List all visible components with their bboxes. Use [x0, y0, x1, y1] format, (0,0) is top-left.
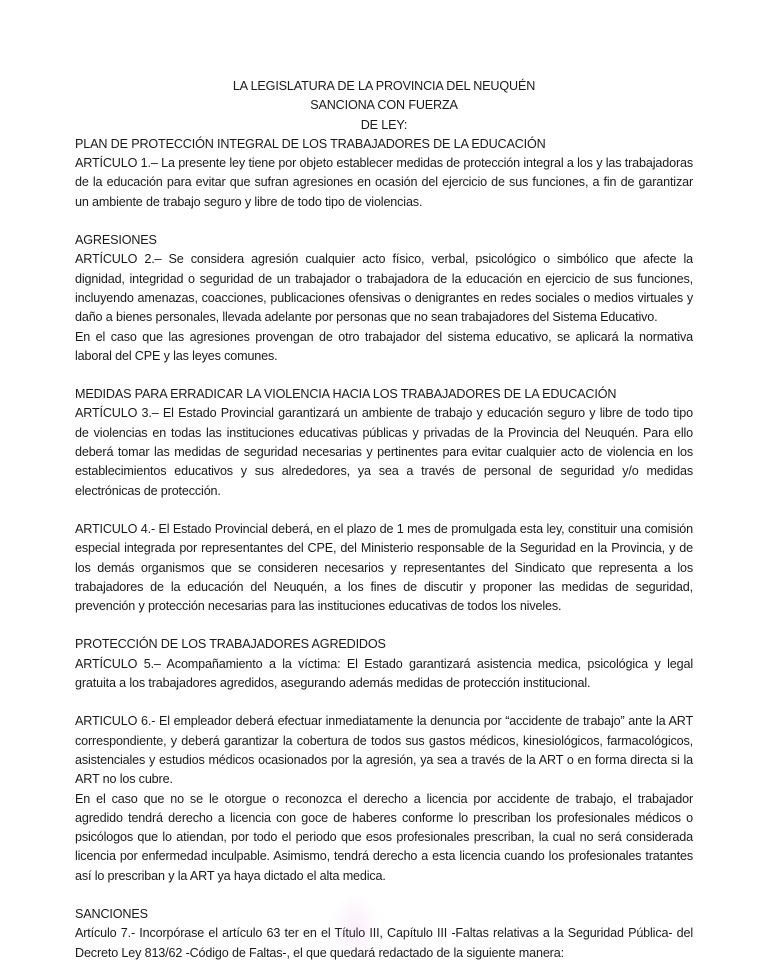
article-2: ARTÍCULO 2.– Se considera agresión cualquier acto físico, verbal, psicológico o simbólico que afecte la dignidad, integridad o seguridad de un trabajador o trabajadora de la educación en ejercicio de sus funciones, incluyendo amenazas, coacciones, publicaciones ofensivas o denigrantes en redes sociales o medios virtuales y daño a bienes personales, llevada adelante por personas que no sean trabajadores del Sistema Educativo.	[75, 252, 693, 325]
faint-stamp-mark	[330, 893, 380, 963]
document-page	[75, 77, 693, 963]
spacer	[75, 366, 693, 385]
section-heading-sanciones: SANCIONES	[75, 906, 148, 921]
article-2-paragraph-2: En el caso que las agresiones provengan de otro trabajador del sistema educativo, se aplicará la normativa laboral del CPE y las leyes comunes.	[75, 329, 693, 363]
article-7: Artículo 7.- Incorpórase el artículo 63 ter en el Título III, Capítulo III -Faltas relativas a la Seguridad Pública- del Decreto Ley 813/62 -Código de Faltas-, el que quedará redactado de la siguiente manera:	[75, 926, 693, 960]
spacer	[75, 886, 693, 905]
section-heading-plan: PLAN DE PROTECCIÓN INTEGRAL DE LOS TRABAJADORES DE LA EDUCACIÓN	[75, 136, 546, 151]
header-de-ley: DE LEY:	[360, 117, 408, 132]
spacer	[75, 693, 693, 712]
article-5: ARTÍCULO 5.– Acompañamiento a la víctima: El Estado garantizará asistencia medica, psicológica y legal gratuita a los trabajadores agredidos, asegurando además medidas de protección institucional.	[75, 656, 693, 691]
section-heading-agresiones: AGRESIONES	[75, 233, 157, 248]
header-sanciona: SANCIONA CON FUERZA	[310, 98, 458, 113]
spacer	[75, 616, 693, 635]
article-1: ARTÍCULO 1.– La presente ley tiene por objeto establecer medidas de protección integral a los y las trabajadoras de la educación para evitar que sufran agresiones en ocasión del ejercicio de sus funciones, a fin de garantizar un ambiente de trabajo seguro y libre de todo tipo de violencias.	[75, 156, 693, 209]
section-heading-medidas: MEDIDAS PARA ERRADICAR LA VIOLENCIA HACIA LOS TRABAJADORES DE LA EDUCACIÓN	[75, 387, 617, 402]
section-heading-proteccion: PROTECCIÓN DE LOS TRABAJADORES AGREDIDOS	[75, 637, 386, 652]
spacer	[75, 212, 693, 231]
spacer	[75, 501, 693, 520]
article-6: ARTICULO 6.- El empleador deberá efectuar inmediatamente la denuncia por “accidente de trabajo” ante la ART correspondiente, y deberá garantizar la cobertura de todos sus gastos médicos, kinesiológicos, farmacológicos, asistenciales y estudios médicos ocasionados por la agresión, ya sea a través de la ART o en forma directa si la ART no los cubre.	[75, 714, 693, 787]
article-6-paragraph-2: En el caso que no se le otorgue o reconozca el derecho a licencia por accidente de trabajo, el trabajador agredido tendrá derecho a licencia con goce de haberes conforme lo prescriban los profesionales médicos o psicólogos que lo atiendan, por todo el periodo que esos profesionales prescriban, la cual no será considerada licencia por enfermedad inculpable. Asimismo, tendrá derecho a esta licencia cuando los profesionales tratantes así lo prescriban y la ART ya haya dictado el alta medica.	[75, 791, 693, 883]
header-legislature: LA LEGISLATURA DE LA PROVINCIA DEL NEUQUÉN	[232, 79, 536, 93]
article-3: ARTÍCULO 3.– El Estado Provincial garantizará un ambiente de trabajo y educación seguro y libre de todo tipo de violencias en todas las instituciones educativas públicas y privadas de la Provincia del Neuquén. Para ello deberá tomar las medidas de seguridad necesarias y pertinentes para evitar cualquier acto de violencia en los establecimientos educativos y sus alrededores, ya sea a través de personal de seguridad y/o medidas electrónicas de protección.	[75, 406, 693, 498]
article-4: ARTICULO 4.- El Estado Provincial deberá, en el plazo de 1 mes de promulgada esta ley, constituir una comisión especial integrada por representantes del CPE, del Ministerio responsable de la Seguridad en la Provincia, y de los demás organismos que se consideren necesarios y representantes del Sindicato que representa a los trabajadores de la educación del Neuquén, a los fines de discutir y proponer las medidas de seguridad, prevención y protección necesarias para las instituciones educativas de todos los niveles.	[75, 521, 693, 614]
